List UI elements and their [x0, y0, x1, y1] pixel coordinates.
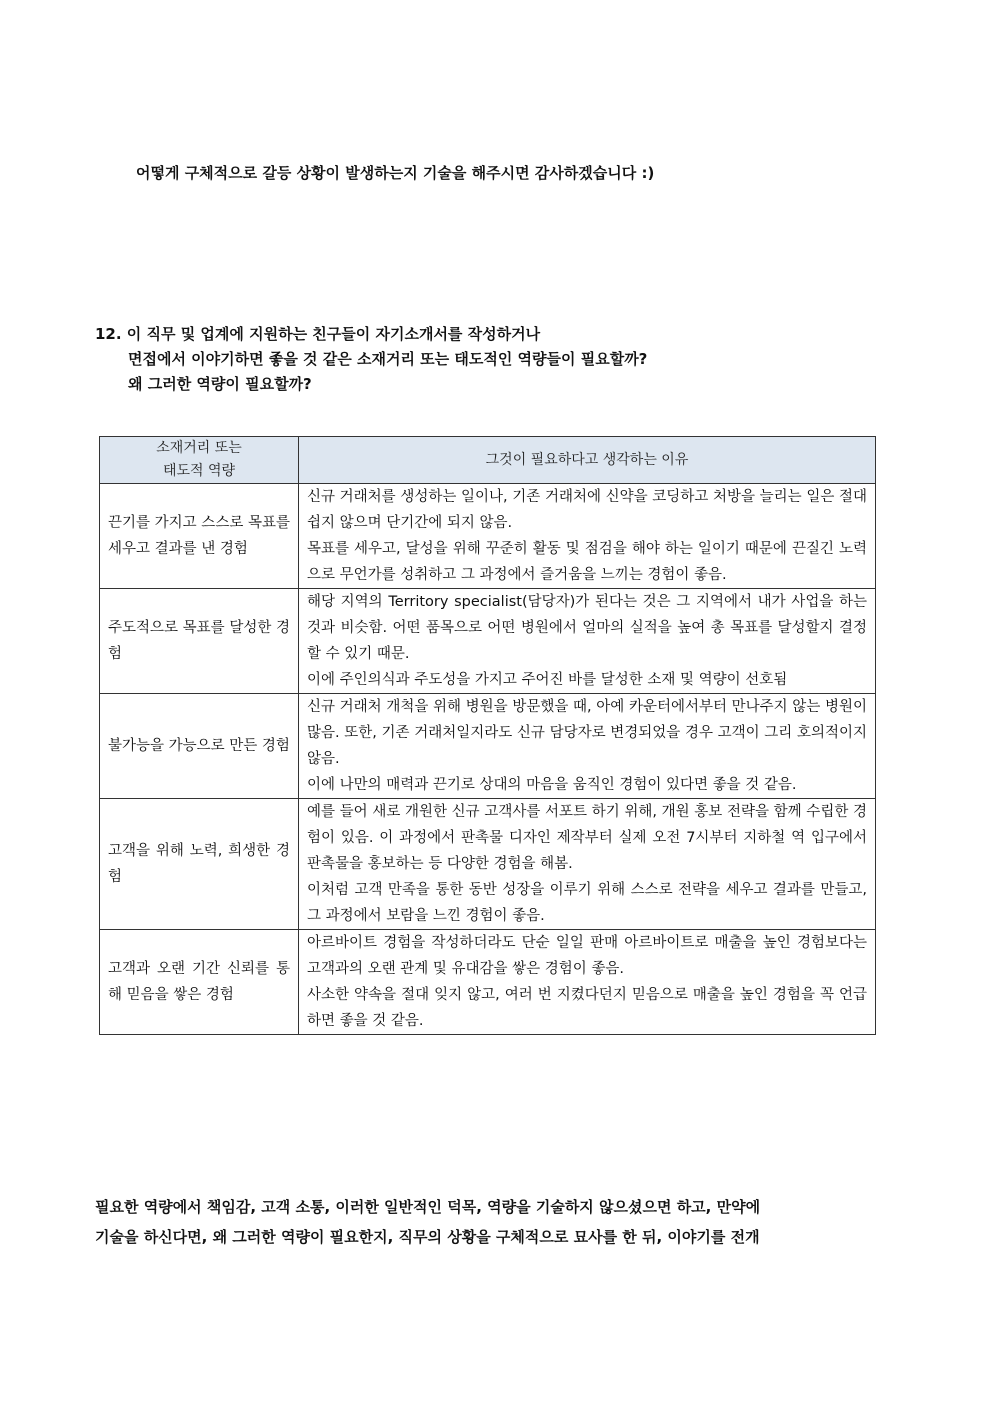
table-row [100, 484, 876, 589]
competency-table [99, 436, 876, 1035]
reason-paragraph: 사소한 약속을 절대 잊지 않고, 여러 번 지켰다던지 믿음으로 매출을 높인 경험을 꼭 언급하면 좋을 것 같음. [307, 987, 867, 1029]
table-row [100, 694, 876, 799]
reason-paragraph: 아르바이트 경험을 작성하더라도 단순 일일 판매 아르바이트로 매출을 높인 경험보다는 고객과의 오랜 관계 및 유대감을 쌓은 경험이 좋음. [307, 935, 867, 977]
bottom-note-line-1: 필요한 역량에서 책임감, 고객 소통, 이러한 일반적인 덕목, 역량을 기술하지 않으셨으면 하고, 만약에 [95, 1198, 761, 1216]
header-category-line-1: 소재거리 또는 [156, 440, 242, 456]
reason-cell [299, 484, 876, 589]
reason-cell [299, 799, 876, 930]
reason-paragraph: 이에 주인의식과 주도성을 가지고 주어진 바를 달성한 소재 및 역량이 선호됨 [307, 672, 788, 688]
reason-paragraph: 신규 거래처를 생성하는 일이나, 기존 거래처에 신약을 코딩하고 처방을 늘리는 일은 절대 쉽지 않으며 단기간에 되지 않음. [307, 489, 867, 531]
table-row [100, 589, 876, 694]
table-header-row [100, 437, 876, 484]
question-line-3: 왜 그러한 역량이 필요할까? [128, 375, 312, 393]
category-cell: 끈기를 가지고 스스로 목표를 세우고 결과를 낸 경험 [100, 484, 299, 589]
bottom-note-line-2: 기술을 하신다면, 왜 그러한 역량이 필요한지, 직무의 상황을 구체적으로 묘사를 한 뒤, 이야기를 전개 [95, 1228, 760, 1246]
question-block [95, 322, 855, 397]
header-category-line-2: 태도적 역량 [162, 463, 236, 479]
category-cell: 불가능을 가능으로 만든 경험 [100, 694, 299, 799]
intro-line: 어떻게 구체적으로 갈등 상황이 발생하는지 기술을 해주시면 감사하겠습니다 :) [136, 164, 655, 182]
table-row [100, 930, 876, 1035]
question-line-1: 12. 이 직무 및 업계에 지원하는 친구들이 자기소개서를 작성하거나 [95, 325, 541, 343]
reason-paragraph: 이처럼 고객 만족을 통한 동반 성장을 이루기 위해 스스로 전략을 세우고 결과를 만들고, 그 과정에서 보람을 느낀 경험이 좋음. [307, 882, 867, 924]
question-line-2: 면접에서 이야기하면 좋을 것 같은 소재거리 또는 태도적인 역량들이 필요할까? [128, 350, 648, 368]
reason-cell [299, 694, 876, 799]
bottom-note [95, 1192, 900, 1252]
reason-paragraph: 목표를 세우고, 달성을 위해 꾸준히 활동 및 점검을 해야 하는 일이기 때문에 끈질긴 노력으로 무언가를 성취하고 그 과정에서 즐거움을 느끼는 경험이 좋음. [307, 541, 867, 583]
category-cell: 고객을 위해 노력, 희생한 경험 [100, 799, 299, 930]
reason-paragraph: 이에 나만의 매력과 끈기로 상대의 마음을 움직인 경험이 있다면 좋을 것 같음. [307, 777, 797, 793]
category-cell: 주도적으로 목표를 달성한 경험 [100, 589, 299, 694]
table-row [100, 799, 876, 930]
header-category [100, 437, 299, 484]
reason-cell [299, 589, 876, 694]
reason-paragraph: 신규 거래처 개척을 위해 병원을 방문했을 때, 아예 카운터에서부터 만나주지 않는 병원이 많음. 또한, 기존 거래처일지라도 신규 담당자로 변경되었을 경우 고객이 그리 호의적이지 않음. [307, 699, 867, 767]
header-reason: 그것이 필요하다고 생각하는 이유 [299, 437, 876, 484]
reason-cell [299, 930, 876, 1035]
reason-paragraph: 예를 들어 새로 개원한 신규 고객사를 서포트 하기 위해, 개원 홍보 전략을 함께 수립한 경험이 있음. 이 과정에서 판촉물 디자인 제작부터 실제 오전 7시부터 지하철 역 입구에서 판촉물을 홍보하는 등 다양한 경험을 해봄. [307, 804, 867, 872]
reason-paragraph: 해당 지역의 Territory specialist(담당자)가 된다는 것은 그 지역에서 내가 사업을 하는 것과 비슷함. 어떤 품목으로 어떤 병원에서 얼마의 실적을 높여 총 목표를 달성할지 결정할 수 있기 때문. [307, 594, 867, 662]
category-cell: 고객과 오랜 기간 신뢰를 통해 믿음을 쌓은 경험 [100, 930, 299, 1035]
